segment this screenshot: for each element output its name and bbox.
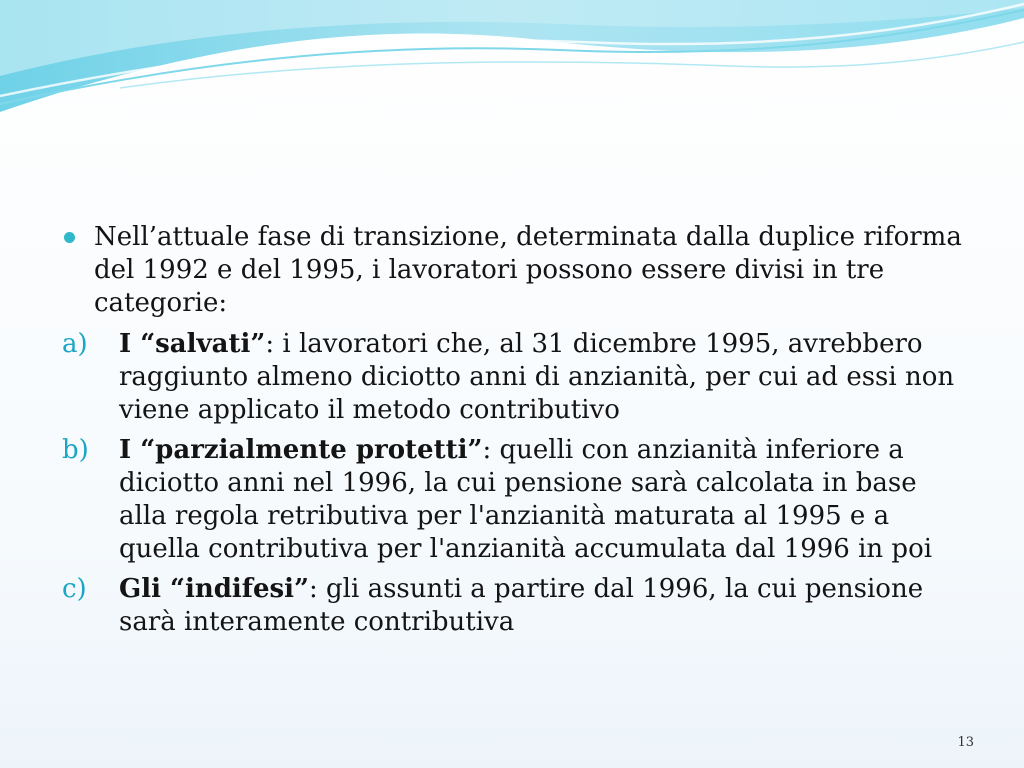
item-lead: I “ (119, 329, 156, 359)
list-item-b (62, 434, 967, 566)
list-marker: a) (62, 329, 88, 359)
item-close: ” (294, 574, 310, 604)
item-close: ” (250, 329, 266, 359)
item-close: ” (467, 435, 483, 465)
item-term: indifesi (184, 574, 295, 604)
item-text: : gli assunti a partire dal 1996, la cui pensione sarà interamente contributiva (119, 574, 924, 637)
item-term: salvati (155, 329, 251, 359)
item-text: : quelli con anzianità inferiore a diciotto anni nel 1996, la cui pensione sarà calcolata in base alla regola retributiva per l'anzianità maturata al 1995 e a quella contributiva per l'anzianità accumulata dal 1996 in poi (119, 435, 933, 564)
list-marker: c) (62, 574, 87, 604)
intro-bullet (62, 221, 967, 320)
item-text: : i lavoratori che, al 31 dicembre 1995, avrebbero raggiunto almeno diciotto anni di anzianità, per cui ad essi non viene applicato il metodo contributivo (119, 329, 955, 425)
item-lead: I “ (119, 435, 156, 465)
list-marker: b) (62, 435, 89, 465)
item-lead: Gli “ (119, 574, 185, 604)
slide-content (62, 221, 967, 646)
list-item-a (62, 328, 967, 427)
decorative-wave (0, 0, 1024, 130)
bullet-dot-icon (64, 232, 75, 243)
page-number: 13 (957, 735, 974, 750)
item-term: parzialmente protetti (155, 435, 468, 465)
list-item-c (62, 573, 967, 639)
intro-text: Nell’attuale fase di transizione, determinata dalla duplice riforma del 1992 e del 1995, i lavoratori possono essere divisi in tre categorie: (94, 222, 962, 318)
